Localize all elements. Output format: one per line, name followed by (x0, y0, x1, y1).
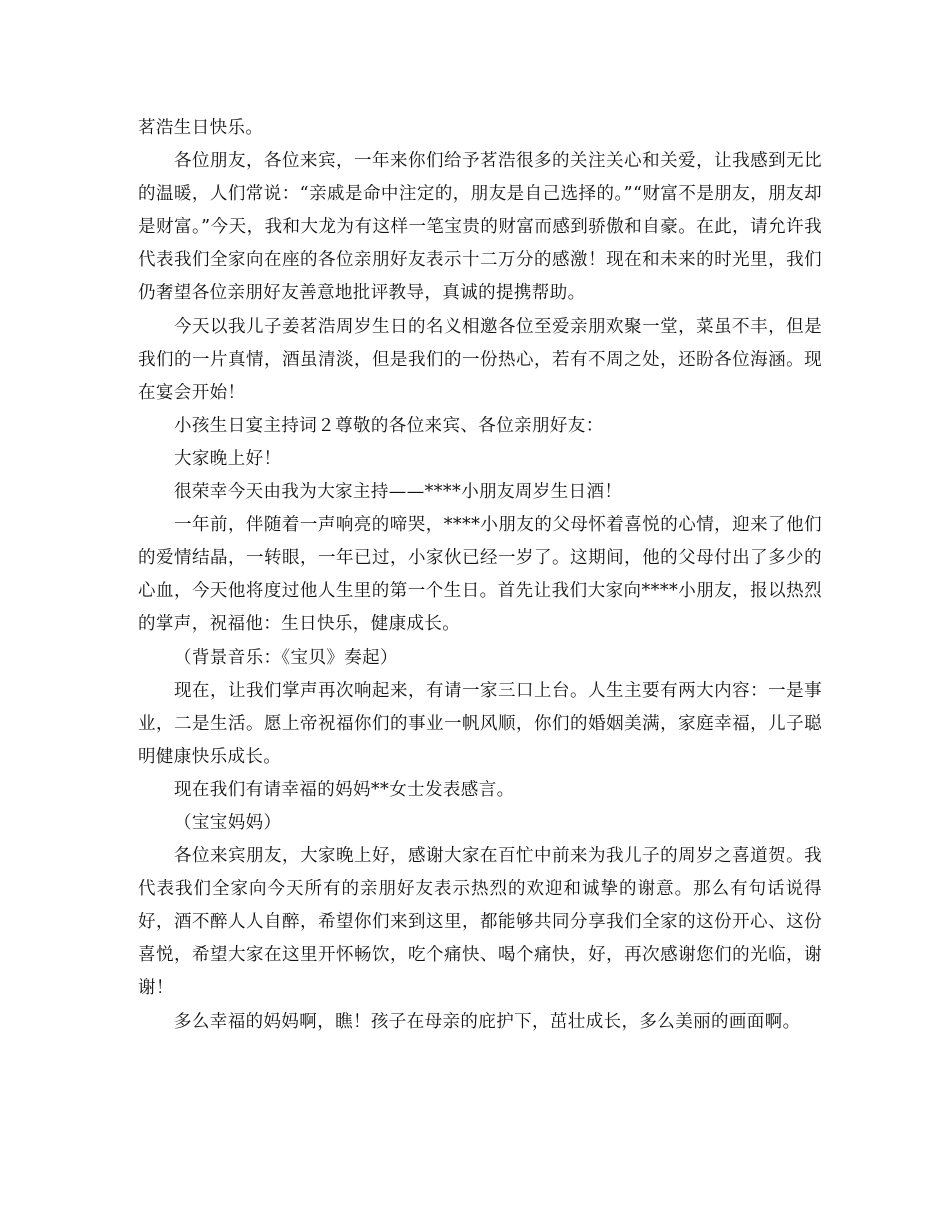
paragraph: 大家晚上好！ (174, 448, 282, 469)
paragraph: 现在我们有请幸福的妈妈**女士发表感言。 (174, 779, 515, 800)
paragraph: 茗浩生日快乐。 (138, 118, 264, 138)
paragraph: （背景音乐：《宝贝》奏起） (174, 647, 398, 668)
paragraph: 各位朋友，各位来宾，一年来你们给予茗浩很多的关注关心和关爱，让我感到无比的温暖，人们常说：“亲戚是命中注定的，朋友是自己选择的。”“财富不是朋友，朋友却是财富。”今天，我和大龙为有这样一笔宝贵的财富而感到骄傲和自豪。在此，请允许我代表我们全家向在座的各位亲朋好友表示十二万分的感激！现在和未来的时光里，我们仍奢望各位亲朋好友善意地批评教导，真诚的提携帮助。 (138, 151, 822, 304)
paragraph: 各位来宾朋友，大家晚上好，感谢大家在百忙中前来为我儿子的周岁之喜道贺。我代表我们全家向今天所有的亲朋好友表示热烈的欢迎和诚挚的谢意。那么有句话说得好，酒不醉人人自醉，希望你们来到这里，都能够共同分享我们全家的这份开心、这份喜悦，希望大家在这里开怀畅饮，吃个痛快、喝个痛快，好，再次感谢您们的光临，谢谢！ (138, 846, 822, 999)
paragraph: 一年前，伴随着一声响亮的啼哭，****小朋友的父母怀着喜悦的心情，迎来了他们的爱情结晶，一转眼，一年已过，小家伙已经一岁了。这期间，他的父母付出了多少的心血，今天他将度过他人生里的第一个生日。首先让我们大家向****小朋友，报以热烈的掌声，祝福他：生日快乐，健康成长。 (138, 515, 822, 635)
paragraph: 多么幸福的妈妈啊，瞧！孩子在母亲的庇护下，茁壮成长，多么美丽的画面啊。 (174, 1011, 801, 1032)
paragraph: （宝宝妈妈） (174, 812, 282, 833)
paragraph: 今天以我儿子姜茗浩周岁生日的名义相邀各位至爱亲朋欢聚一堂，菜虽不丰，但是我们的一片真情，酒虽清淡，但是我们的一份热心，若有不周之处，还盼各位海涵。现在宴会开始！ (138, 316, 822, 403)
paragraph: 很荣幸今天由我为大家主持——****小朋友周岁生日酒！ (174, 482, 623, 503)
document-body (138, 112, 822, 1039)
paragraph: 小孩生日宴主持词２尊敬的各位来宾、各位亲朋好友： (174, 415, 604, 436)
paragraph: 现在，让我们掌声再次响起来，有请一家三口上台。人生主要有两大内容：一是事业，二是生活。愿上帝祝福你们的事业一帆风顺，你们的婚姻美满，家庭幸福，儿子聪明健康快乐成长。 (138, 680, 822, 767)
